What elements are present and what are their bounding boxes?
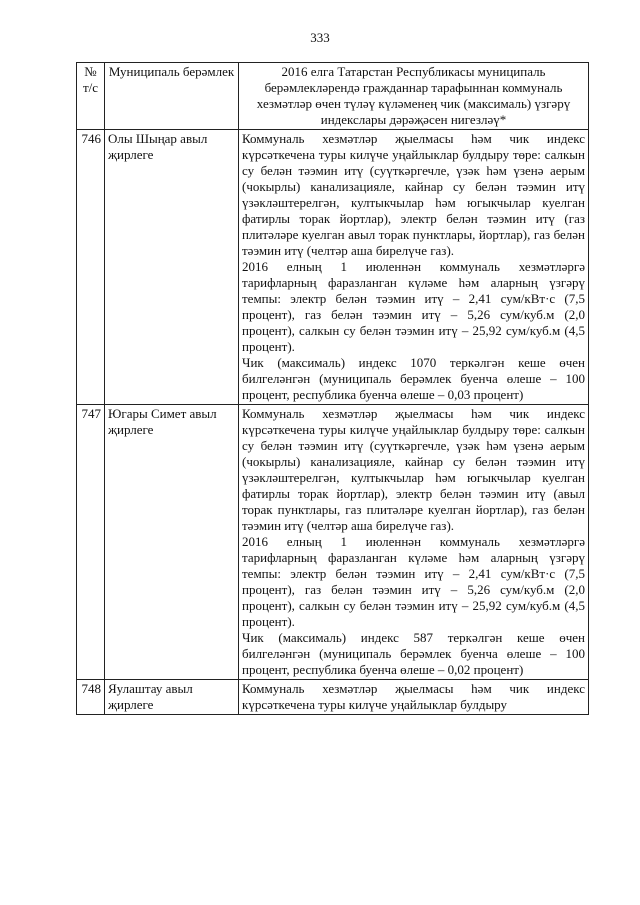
row-municipality: Олы Шыңар авыл җирлеге [105, 130, 239, 405]
paragraph: 2016 елның 1 июленнән коммуналь хезмәтләргә тарифларның фаразланган күләме һәм аларның үзгәрү темпы: электр белән тәэмин итү – 2,41 сум/кВт·с (7,5 процент), газ белән тәэмин итү – 5,26 сум/куб.м (2,0 процент), салкын су белән тәэмин итү – 25,92 сум/куб.м (4,5 процент). [242, 259, 585, 354]
row-number: 748 [77, 680, 105, 715]
row-municipality: Яулаштау авыл җирлеге [105, 680, 239, 715]
row-content [239, 405, 589, 680]
row-content [239, 130, 589, 405]
row-number: 746 [77, 130, 105, 405]
header-municipality: Муниципаль берәмлек [105, 63, 239, 130]
paragraph: Коммуналь хезмәтләр җыелмасы һәм чик индекс күрсәткечена туры килүче уңайлыклар булдыру төре: салкын су белән тәэмин итү (суүткәргечле, үзәк һәм үзенә аерым (чокырлы) канализацияле, кайнар су белән тәэмин итү үзәкләштерелгән, култыкчылар һәм югыкчылар куелган фатирлы торак йортлар), электр белән тәэмин итү (газ плитәләре куелган авыл торак пунктлары, йортлар), газ белән тәэмин итү (челтәр аша бирелүче газ). [242, 131, 585, 258]
paragraph: 2016 елның 1 июленнән коммуналь хезмәтләргә тарифларның фаразланган күләме һәм аларның үзгәрү темпы: электр белән тәэмин итү – 2,41 сум/кВт·с (7,5 процент), газ белән тәэмин итү – 5,26 сум/куб.м (2,0 процент), салкын су белән тәэмин итү – 25,92 сум/куб.м (4,5 процент). [242, 534, 585, 629]
header-content: 2016 елга Татарстан Республикасы муниципаль берәмлекләрендә гражданнар тарафыннан коммуналь хезмәтләр өчен түләү күләменең чик (максималь) үзгәрү индекслары дәрәҗәсен нигезләү* [239, 63, 589, 130]
table-row [77, 680, 589, 715]
paragraph: Коммуналь хезмәтләр җыелмасы һәм чик индекс күрсәткечена туры килүче уңайлыклар булдыру төре: салкын су белән тәэмин итү (суүткәргечле, үзәк һәм үзенә аерым (чокырлы) канализацияле, кайнар су белән тәэмин итү үзәкләштерелгән, култыкчылар һәм югыкчылар куелган фатирлы торак йортлар), электр белән тәэмин итү (авыл торак пунктлары, газ плитәләре куелган йортлар), газ белән тәэмин итү (челтәр аша бирелүче газ). [242, 406, 585, 533]
table-header-row [77, 63, 589, 130]
header-number: № т/с [77, 63, 105, 130]
table-row [77, 130, 589, 405]
paragraph: Чик (максималь) индекс 1070 теркәлгән кеше өчен билгеләнгән (муниципаль берәмлек буенча өлеше – 100 процент, республика буенча өлеше – 0,03 процент) [242, 355, 585, 402]
paragraph: Коммуналь хезмәтләр җыелмасы һәм чик индекс күрсәткечена туры килүче уңайлыклар булдыру [242, 681, 585, 712]
row-content [239, 680, 589, 715]
row-number: 747 [77, 405, 105, 680]
municipal-index-table [76, 62, 589, 715]
row-municipality: Югары Симет авыл җирлеге [105, 405, 239, 680]
table-row [77, 405, 589, 680]
page-number: 333 [310, 30, 330, 45]
paragraph: Чик (максималь) индекс 587 теркәлгән кеше өчен билгеләнгән (муниципаль берәмлек буенча өлеше – 100 процент, республика буенча өлеше – 0,02 процент) [242, 630, 585, 677]
